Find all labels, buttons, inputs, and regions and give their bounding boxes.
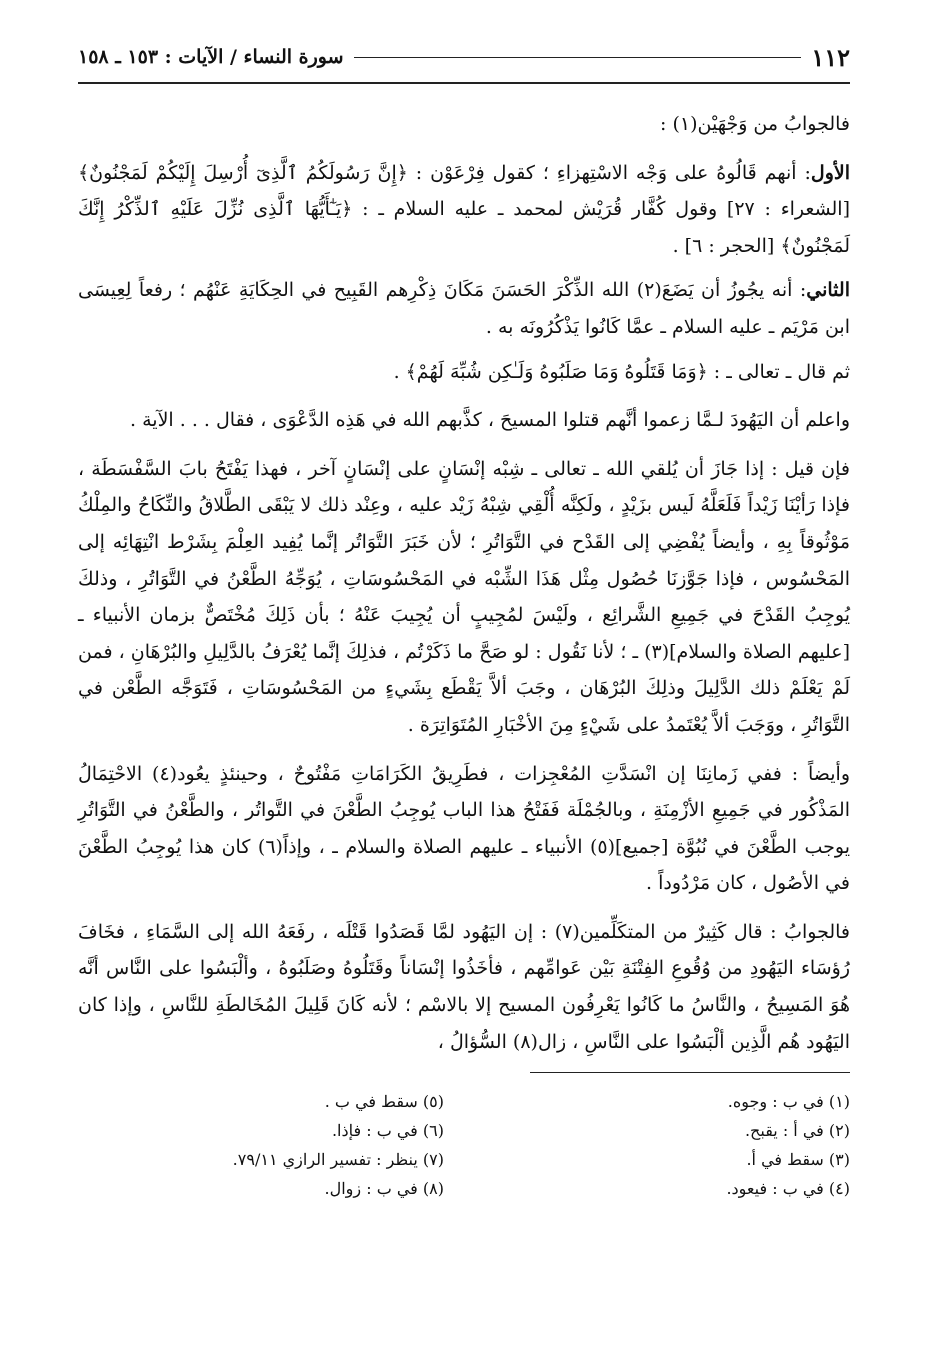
- footnote: (٤) في ب : فيعود.: [726, 1179, 850, 1199]
- paragraph-lead: الأول: [810, 161, 850, 184]
- paragraph: فإن قيل : إذا جَازَ أن يُلقي الله ـ تعالى ـ شِبْه إنْسَانٍ على إنْسَانٍ آخر ، فهذا يَفْتَحُ بابَ السَّفْسَطَة ، فإذا رَأيْنَا زَيْداً فَلَعَلَّهُ لَيس بزَيْدٍ ، ولَكِنَّه أُلْقِي شِبْهُ زَيْد عليه ، وعِنْد ذلك لا يَبْقَى الطَّلاقُ والنِّكَاحُ والمِلْكُ مَوْثُوقاً بِهِ ، وأيضاً يُفْضِي إلى القَدْح في التَّوَاتُرِ ؛ لأن خَبَرَ التَّوَاتُر إنَّما يُفِيد العِلْمَ بِشَرْط انْتِهَائِه إلى المَحْسُوس ، فإذا جَوَّزنَا حُصُول مِثْل هَذَا الشِّبْه في المَحْسُوسَاتِ ، يُوَجِّهُ الطَّعْنُ في التَّوَاتُرِ ، وذلكَ يُوجِبُ القَدْحَ في جَمِيعِ الشَّرائِع ، ولَيْسَ لمُجِيبٍ أن يُجِيبَ عَنْهُ ؛ بأن ذَلِكَ مُخْتَصٌّ بزمان الأنبياء ـ [عليهم الصلاة والسلام](٣) ـ ؛ لأنا نَقُول : لو صَحَّ ما ذَكَرْتُم ، فذلِكَ إنَّما يُعْرَفُ بالدَّلِيلِ والبُرْهَانِ ، فمن لَمْ يَعْلَمْ ذلك الدَّلِيلَ وذلِكَ البُرْهَان ، وجَبَ ألاَّ يَقْطَع بِشَيءٍ من المَحْسُوسَاتِ ، فَتَوَجَّه الطَّعْن في التَّوَاتُرِ ، ووَجَبَ ألاَّ يُعْتَمدُ على شَيْءٍ مِنَ الأخْبَارِ المُتَوَاتِرَة .: [78, 457, 851, 736]
- paragraph: وأيضاً : ففي زَمانِنَا إن انْسَدَّتِ المُعْجِزات ، فطَرِيقُ الكَرَامَاتِ مَفْتُوحٌ ، وحينئذٍ يعُود(٤) الاحْتِمَالُ المَذْكُور في جَمِيعِ الأزْمِنَةِ ، وبالجُمْلَة فَفَتْحُ هذا الباب يُوجِبُ الطَّعْنَ في التَّواتُر ، والطَّعْنُ في التَّوَاتُرِ يوجب الطَّعْنَ في نُبُوَّة [جميع](٥) الأنبياء ـ عليهم الصلاة والسلام ـ ، وإذاً(٦) كان هذا يُوجِبُ الطَّعْنَ في الأصُول ، كان مَرْدُوداً .: [78, 762, 851, 895]
- paragraph: الأول: أنهم قَالُوهُ على وَجْه الاسْتِهزاءِ ؛ كقول فِرْعَوْن : ﴿إِنَّ رَسُولَكُمُ ٱلَّذِىٓ أُرْسِلَ إِلَيْكُمْ لَمَجْنُونٌ﴾ [الشعراء : ٢٧] وقول كُفَّار قُرَيْش لمحمد ـ عليه السلام ـ : ﴿يَـٰٓأَيُّهَا ٱلَّذِى نُزِّلَ عَلَيْهِ ٱلذِّكْرُ إِنَّكَ لَمَجْنُونٌ﴾ [الحجر : ٦] .: [78, 161, 850, 257]
- paragraph: الثاني: أنه يجُوزُ أن يَضَعَ(٢) الله الذِّكْرَ الحَسَنَ مَكَانَ ذِكْرِهم القَبِيح في الحِكَايَةِ عَنْهُم ؛ رفعاً لِعِيسَى ابن مَرْيَم ـ عليه السلام ـ عمَّا كَانُوا يَذْكُرُونَه به .: [78, 279, 850, 338]
- footnote: (١) في ب : وجوه.: [727, 1092, 850, 1112]
- paragraph-lead: الثاني: [806, 279, 850, 302]
- footnote: (٧) ينظر : تفسير الرازي ٧٩/١١.: [232, 1150, 444, 1170]
- paragraph: فالجوابُ : قال كَثِيرٌ من المتكَلِّمين(٧) : إن اليَهُود لمَّا قَصَدُوا قَتْلَه ، رفَعَهُ الله إلى السَّمَاءِ ، فخَافَ رُؤسَاء اليَهُودِ من وُقُوعِ الفِتْنَةِ بَيْن عَوامِّهم ، فأخَذُوا إنْسَاناً وقَتَلُوهُ وصَلَبُوهُ ، وألْبَسُوا على النَّاس أنَّه هُوَ المَسِيحُ ، والنَّاسُ ما كَانُوا يَعْرِفُون المسيح إلا بالاسْم ؛ لأنه كَانَ قَلِيلَ المُخَالطَةِ للنَّاسِ ، وإذا كان اليَهُود هُم الَّذِين ألْبَسُوا على النَّاسِ ، زال(٨) السُّؤالُ ،: [78, 920, 850, 1053]
- page-header: [78, 40, 850, 74]
- main-text: [78, 106, 850, 1060]
- footnotes: [78, 1087, 850, 1203]
- page-number: ١١٢: [811, 42, 850, 72]
- header-rule: [78, 82, 850, 84]
- footnote: (٢) في أ : يقبح.: [744, 1121, 850, 1141]
- paragraph: فالجوابُ من وَجْهَيْن(١) :: [660, 113, 850, 135]
- footnote: (٣) سقط في أ.: [746, 1150, 850, 1170]
- footnote-separator: [530, 1072, 850, 1073]
- paragraph: واعلم أن اليَهُودَ لـمَّا زعموا أنَّهم قتلوا المسيحَ ، كذَّبهم الله في هَذِه الدَّعْوَى ، فقال . . . الآية .: [130, 409, 850, 432]
- paragraph: ثم قال ـ تعالى ـ : ﴿وَمَا قَتَلُوهُ وَمَا صَلَبُوهُ وَلَـٰكِن شُبِّهَ لَهُمْ﴾ .: [393, 360, 850, 383]
- footnote: (٥) سقط في ب .: [324, 1092, 444, 1112]
- footnote: (٨) في ب : زوال.: [324, 1179, 444, 1199]
- footnote: (٦) في ب : فإذا.: [331, 1121, 444, 1141]
- header-divider: [354, 57, 802, 58]
- running-title: سورة النساء / الآيات : ١٥٣ ـ ١٥٨: [78, 46, 344, 68]
- book-page: [78, 40, 850, 1203]
